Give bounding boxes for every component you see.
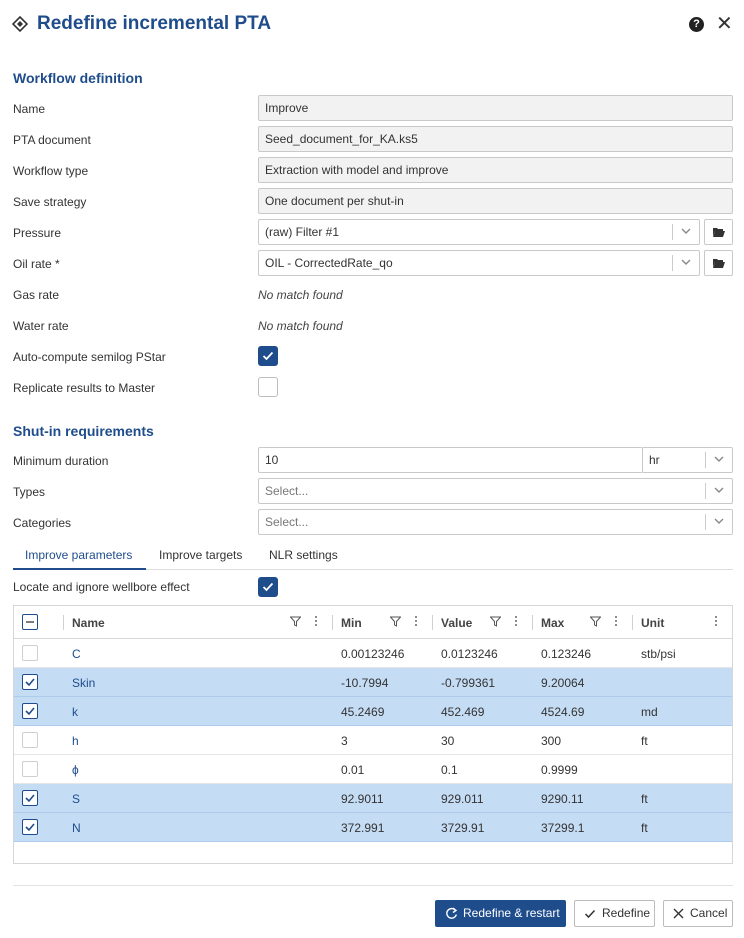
column-menu-icon[interactable] — [414, 615, 418, 629]
oil-rate-label: Oil rate * — [13, 257, 60, 271]
filter-icon[interactable] — [290, 616, 301, 627]
min-duration-unit-select[interactable] — [642, 447, 733, 473]
cell-unit: ft — [641, 821, 648, 835]
table-row[interactable] — [14, 755, 732, 784]
save-strategy-label: Save strategy — [13, 195, 87, 209]
replicate-label: Replicate results to Master — [13, 381, 156, 395]
auto-compute-checkbox[interactable] — [258, 346, 278, 366]
save-strategy-field[interactable]: One document per shut-in — [258, 188, 733, 214]
cell-value: -0.799361 — [441, 676, 496, 690]
footer-divider — [13, 885, 733, 886]
cell-value: 0.0123246 — [441, 647, 498, 661]
pta-document-field[interactable]: Seed_document_for_KA.ks5 — [258, 126, 733, 152]
types-select[interactable] — [258, 478, 733, 504]
column-header-name[interactable]: Name — [72, 616, 105, 630]
help-icon[interactable]: ? — [689, 17, 704, 32]
cell-value: 3729.91 — [441, 821, 485, 835]
oil-rate-browse-button[interactable] — [704, 250, 733, 276]
folder-open-icon — [712, 226, 726, 238]
cell-max: 4524.69 — [541, 705, 585, 719]
locate-checkbox[interactable] — [258, 577, 278, 597]
column-header-value[interactable]: Value — [441, 616, 473, 630]
cell-min: -10.7994 — [341, 676, 389, 690]
water-rate-value: No match found — [258, 319, 343, 333]
tab-improve-parameters[interactable]: Improve parameters — [25, 548, 133, 562]
cell-name: S — [72, 792, 81, 806]
workflow-type-field[interactable]: Extraction with model and improve — [258, 157, 733, 183]
name-field[interactable]: Improve — [258, 95, 733, 121]
column-header-unit[interactable]: Unit — [641, 616, 665, 630]
checkmark-icon — [262, 581, 274, 593]
row-checkbox[interactable] — [22, 703, 38, 719]
cell-max: 0.9999 — [541, 763, 578, 777]
row-checkbox[interactable] — [22, 790, 38, 806]
gas-rate-label: Gas rate — [13, 288, 60, 302]
min-duration-input[interactable] — [258, 447, 643, 473]
chevron-down-icon — [713, 515, 725, 527]
checkmark-icon — [25, 677, 35, 687]
categories-select[interactable] — [258, 509, 733, 535]
grid-header — [14, 606, 732, 639]
cell-unit: ft — [641, 792, 648, 806]
table-row[interactable] — [14, 726, 732, 755]
active-tab-indicator — [13, 568, 146, 570]
workflow-diamond-icon — [12, 16, 28, 32]
cell-min: 45.2469 — [341, 705, 385, 719]
table-row[interactable] — [14, 668, 732, 697]
cell-value: 452.469 — [441, 705, 485, 719]
table-row[interactable] — [14, 697, 732, 726]
pta-document-label: PTA document — [13, 133, 91, 147]
column-header-max[interactable]: Max — [541, 616, 565, 630]
cell-name: N — [72, 821, 81, 835]
cell-max: 37299.1 — [541, 821, 585, 835]
cancel-label: Cancel — [690, 906, 728, 920]
cell-unit: ft — [641, 734, 648, 748]
oil-rate-value: OIL - CorrectedRate_qo — [265, 256, 393, 270]
table-row[interactable] — [14, 639, 732, 668]
cell-min: 3 — [341, 734, 348, 748]
chevron-down-icon — [680, 256, 692, 268]
cell-name: k — [72, 705, 78, 719]
column-menu-icon[interactable] — [314, 615, 318, 629]
pressure-select[interactable] — [258, 219, 700, 245]
cell-name: ϕ — [72, 763, 79, 777]
checkmark-icon — [262, 350, 274, 362]
tab-nlr-settings[interactable]: NLR settings — [269, 548, 338, 562]
row-checkbox[interactable] — [22, 674, 38, 690]
cell-name: Skin — [72, 676, 96, 690]
cell-min: 92.9011 — [341, 792, 384, 806]
cell-max: 9290.11 — [541, 792, 584, 806]
cell-unit: md — [641, 705, 658, 719]
folder-open-icon — [712, 257, 726, 269]
checkmark-icon — [25, 706, 35, 716]
dialog-title: Redefine incremental PTA — [37, 13, 272, 34]
min-duration-label: Minimum duration — [13, 454, 109, 468]
auto-compute-label: Auto-compute semilog PStar — [13, 350, 166, 364]
categories-label: Categories — [13, 516, 72, 530]
min-duration-value: 10 — [265, 453, 279, 467]
redefine-label: Redefine — [602, 906, 651, 920]
gas-rate-value: No match found — [258, 288, 343, 302]
checkmark-icon — [25, 793, 35, 803]
cell-max: 300 — [541, 734, 562, 748]
row-checkbox[interactable] — [22, 732, 38, 748]
column-menu-icon[interactable] — [514, 615, 518, 629]
workflow-type-label: Workflow type — [13, 164, 89, 178]
cell-value: 30 — [441, 734, 455, 748]
table-row[interactable] — [14, 784, 732, 813]
checkmark-icon — [584, 908, 596, 920]
cell-value: 929.011 — [441, 792, 484, 806]
filter-icon[interactable] — [590, 616, 601, 627]
checkmark-icon — [25, 822, 35, 832]
close-icon[interactable]: ✕ — [716, 13, 733, 35]
cancel-button[interactable] — [663, 900, 733, 927]
dialog-header — [0, 0, 744, 50]
filter-icon[interactable] — [490, 616, 501, 627]
name-label: Name — [13, 102, 46, 116]
cell-value: 0.1 — [441, 763, 458, 777]
row-checkbox[interactable] — [22, 645, 38, 661]
indeterminate-icon — [25, 617, 35, 627]
cell-name: h — [72, 734, 79, 748]
types-placeholder: Select... — [265, 484, 309, 498]
cell-min: 372.991 — [341, 821, 385, 835]
table-row[interactable] — [14, 813, 732, 842]
redefine-button[interactable] — [574, 900, 655, 927]
redefine-restart-label: Redefine & restart — [463, 906, 560, 920]
tab-improve-targets[interactable]: Improve targets — [159, 548, 243, 562]
select-all-checkbox[interactable] — [22, 614, 38, 630]
types-label: Types — [13, 485, 46, 499]
cell-max: 0.123246 — [541, 647, 592, 661]
pressure-label: Pressure — [13, 226, 62, 240]
oil-rate-select[interactable] — [258, 250, 700, 276]
cell-min: 0.01 — [341, 763, 365, 777]
close-icon — [673, 908, 684, 919]
tab-bar — [13, 541, 733, 570]
redefine-restart-button[interactable] — [435, 900, 566, 927]
cell-min: 0.00123246 — [341, 647, 405, 661]
row-checkbox[interactable] — [22, 761, 38, 777]
cell-max: 9.20064 — [541, 676, 585, 690]
column-menu-icon[interactable] — [614, 615, 618, 629]
chevron-down-icon — [713, 453, 725, 465]
column-menu-icon[interactable] — [714, 615, 718, 629]
cell-unit: stb/psi — [641, 647, 676, 661]
restart-icon — [445, 907, 458, 920]
chevron-down-icon — [680, 225, 692, 237]
cell-name: C — [72, 647, 81, 661]
categories-placeholder: Select... — [265, 515, 309, 529]
chevron-down-icon — [713, 484, 725, 496]
row-checkbox[interactable] — [22, 819, 38, 835]
min-duration-unit: hr — [649, 453, 660, 467]
water-rate-label: Water rate — [13, 319, 69, 333]
column-header-min[interactable]: Min — [341, 616, 362, 630]
filter-icon[interactable] — [390, 616, 401, 627]
replicate-checkbox[interactable] — [258, 377, 278, 397]
parameters-grid — [13, 605, 733, 864]
pressure-browse-button[interactable] — [704, 219, 733, 245]
shutin-section-title: Shut-in requirements — [13, 423, 154, 439]
locate-label: Locate and ignore wellbore effect — [13, 580, 190, 594]
pressure-value: (raw) Filter #1 — [265, 225, 340, 239]
workflow-section-title: Workflow definition — [13, 70, 143, 86]
